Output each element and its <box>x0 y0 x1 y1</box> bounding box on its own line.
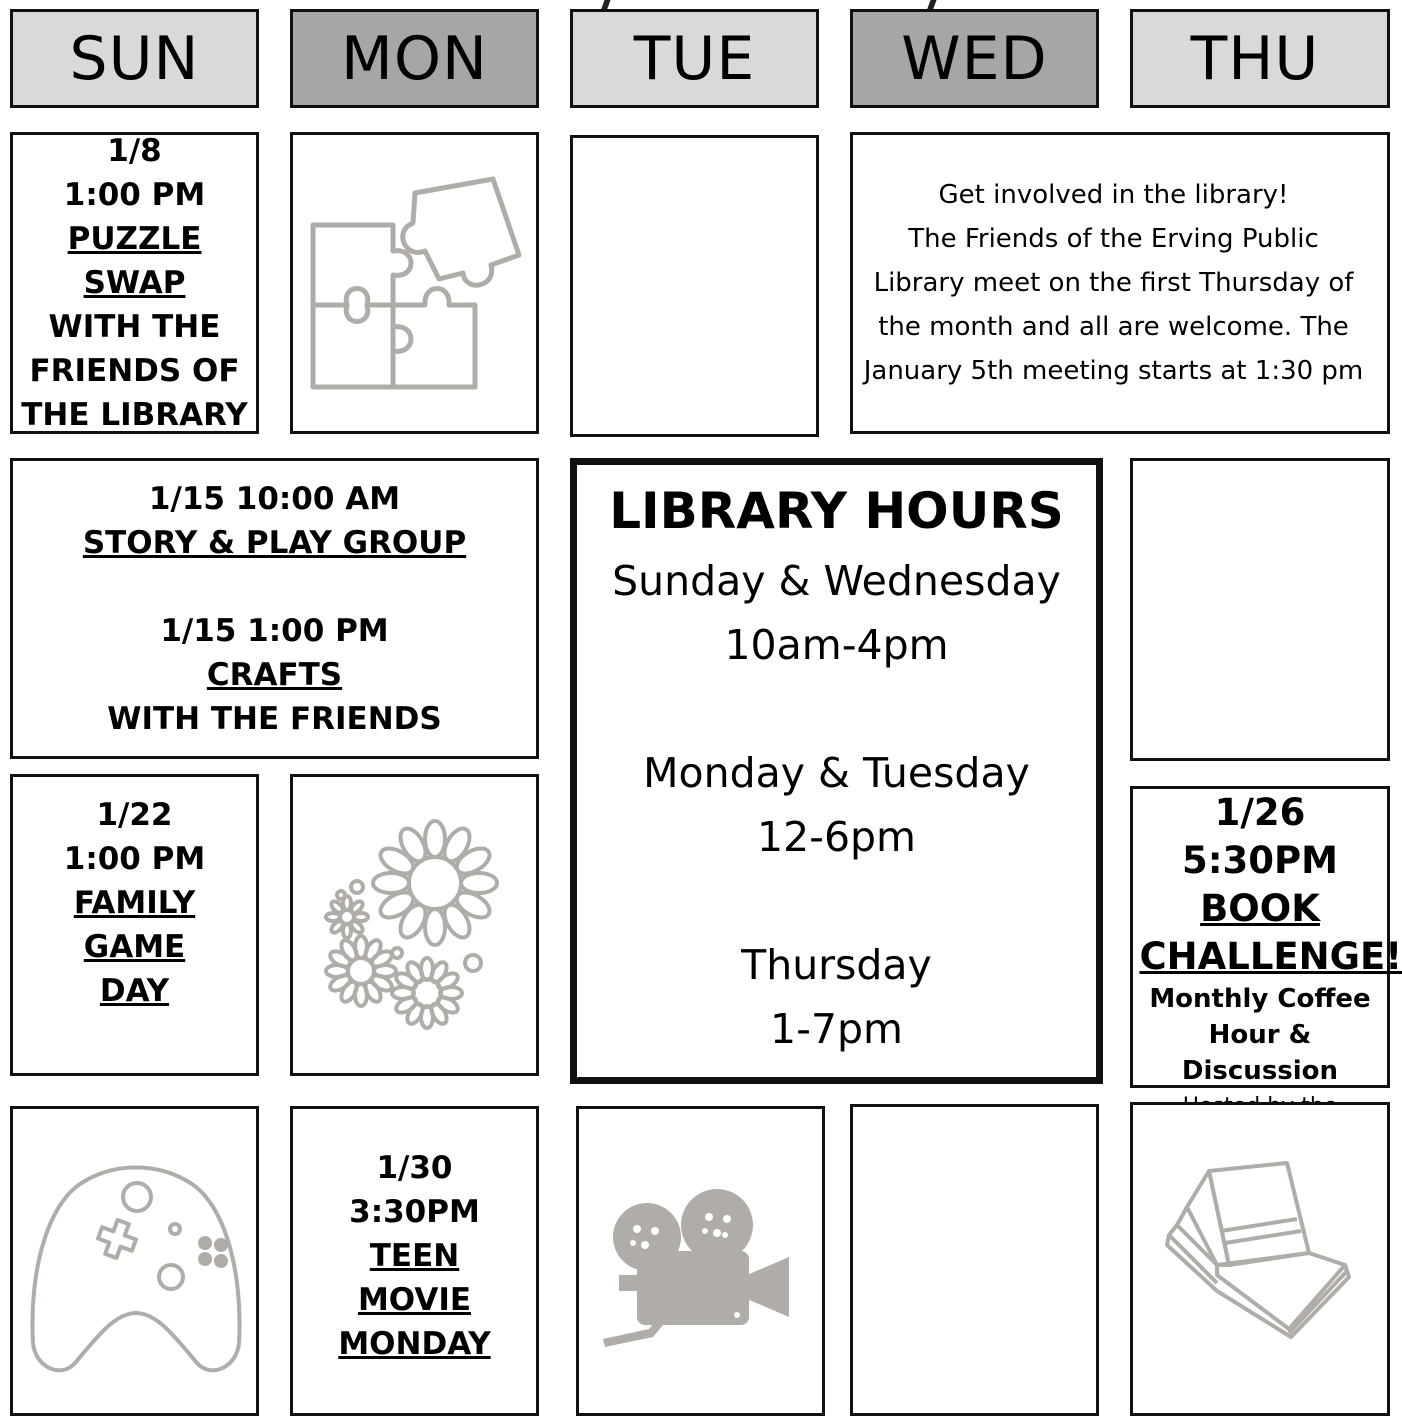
day-label: MON <box>341 23 488 94</box>
event-datetime: 1/26 5:30PM <box>1182 791 1338 882</box>
event-detail: FRIENDS OF <box>29 353 240 389</box>
event-title: GAME <box>83 929 186 965</box>
event-date: 1/30 <box>376 1150 453 1186</box>
empty-cell <box>570 135 819 437</box>
event-title: TEEN <box>369 1238 460 1274</box>
note-line: January 5th meeting starts at 1:30 pm <box>863 356 1364 386</box>
hours-time: 12-6pm <box>756 813 916 861</box>
event-teen-movie-monday <box>290 1106 539 1416</box>
flowers-cell <box>290 774 539 1076</box>
day-label: SUN <box>69 23 200 94</box>
hours-time: 1-7pm <box>770 1005 903 1053</box>
open-book-cell <box>1130 1102 1390 1416</box>
day-header-thu <box>1130 9 1390 108</box>
day-header-mon <box>290 9 539 108</box>
day-label: WED <box>901 23 1048 94</box>
game-controller-icon <box>25 1153 247 1385</box>
day-header-tue <box>570 9 819 108</box>
game-controller-cell <box>10 1106 259 1416</box>
event-family-game-day <box>10 774 259 1076</box>
library-hours <box>570 458 1103 1084</box>
hours-days: Monday & Tuesday <box>643 749 1030 797</box>
event-book-challenge <box>1130 786 1402 1088</box>
event-detail: Monthly Coffee <box>1149 984 1371 1014</box>
empty-cell <box>850 1104 1099 1416</box>
event-title: FAMILY <box>73 885 196 921</box>
day-label: THU <box>1190 23 1320 94</box>
event-title: PUZZLE SWAP <box>67 221 202 301</box>
event-time: 1:00 PM <box>63 841 206 877</box>
event-detail: WITH THE FRIENDS <box>107 700 442 737</box>
note-line: Get involved in the library! <box>938 180 1289 210</box>
event-title: DAY <box>99 973 170 1009</box>
event-date: 1/22 <box>96 797 173 833</box>
event-datetime: 1/15 10:00 AM <box>148 480 401 517</box>
hours-time: 10am-4pm <box>724 621 949 669</box>
event-time: 3:30PM <box>349 1194 480 1230</box>
hours-title: LIBRARY HOURS <box>609 482 1064 540</box>
day-header-wed <box>850 9 1099 108</box>
event-detail: THE LIBRARY <box>21 397 248 433</box>
event-time: 1:00 PM <box>63 177 206 213</box>
event-story-play <box>10 458 539 759</box>
event-date: 1/8 <box>107 133 162 169</box>
event-title: CHALLENGE! <box>1139 935 1402 978</box>
empty-cell <box>1130 458 1390 761</box>
note-line: the month and all are welcome. The <box>878 312 1349 342</box>
event-title: MONDAY <box>338 1326 491 1362</box>
event-title: MOVIE <box>357 1282 472 1318</box>
note-line: The Friends of the Erving Public <box>908 224 1319 254</box>
event-title: BOOK <box>1200 887 1320 930</box>
note-line: Library meet on the first Thursday of <box>873 268 1354 298</box>
hours-days: Thursday <box>741 941 932 989</box>
flowers-icon <box>323 813 513 1033</box>
event-title: STORY & PLAY GROUP <box>82 524 467 561</box>
day-header-sun <box>10 9 259 108</box>
film-camera-cell <box>576 1106 825 1416</box>
event-puzzle-swap <box>10 132 259 434</box>
event-datetime: 1/15 1:00 PM <box>160 612 389 649</box>
puzzle-cell <box>290 132 539 434</box>
friends-meeting-note <box>850 132 1390 434</box>
puzzle-icon <box>305 173 527 393</box>
open-book-icon <box>1159 1161 1359 1341</box>
day-label: TUE <box>633 23 756 94</box>
film-camera-icon <box>597 1187 793 1357</box>
event-detail: Hour & Discussion <box>1181 1020 1339 1086</box>
event-title: CRAFTS <box>206 656 343 693</box>
hours-days: Sunday & Wednesday <box>612 557 1061 605</box>
event-detail: WITH THE <box>48 309 221 345</box>
